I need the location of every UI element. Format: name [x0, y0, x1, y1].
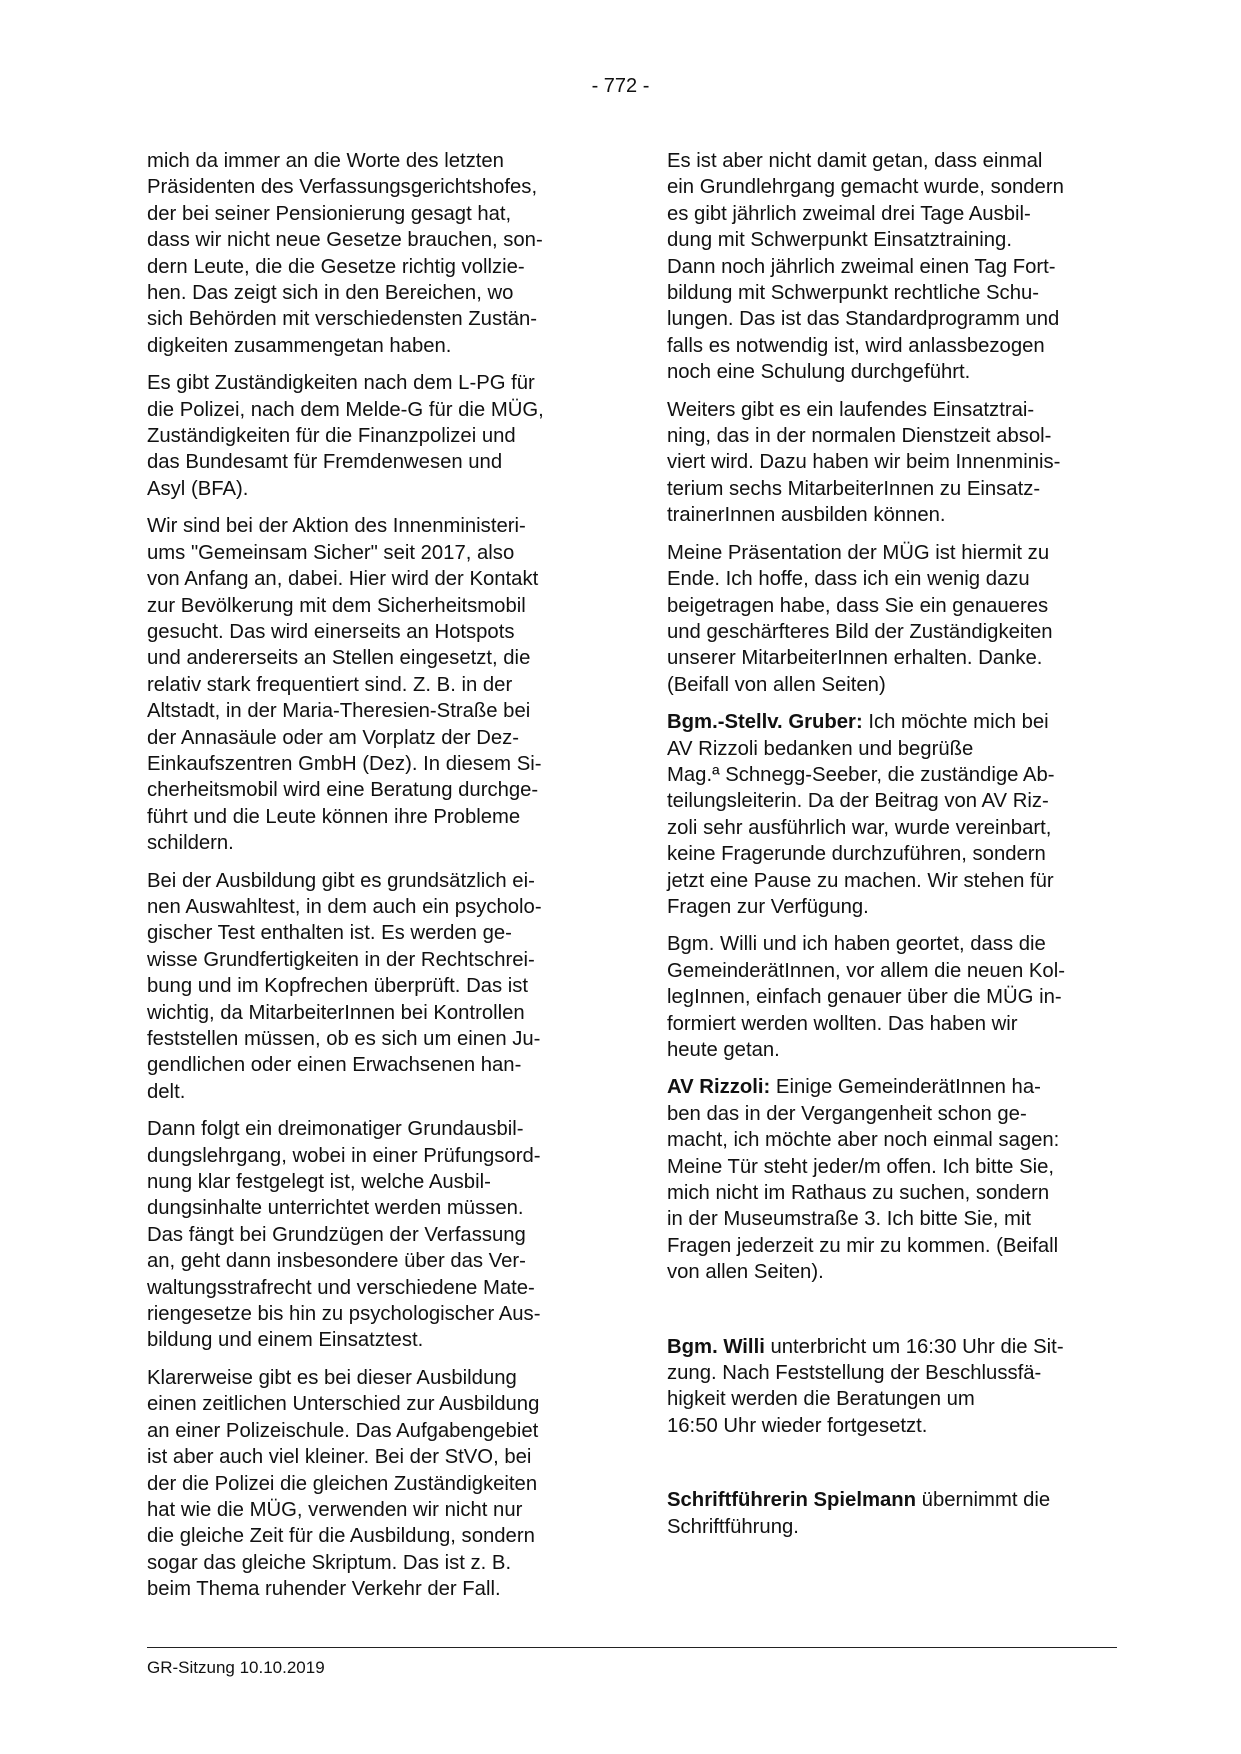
- text-line: die gleiche Zeit für die Ausbildung, sondern: [147, 1525, 535, 1548]
- text-line: mich nicht im Rathaus zu suchen, sondern: [667, 1182, 1050, 1205]
- text-line: viert wird. Dazu haben wir beim Innenminis-: [667, 451, 1061, 474]
- text-line: Fragen zur Verfügung.: [667, 895, 869, 918]
- text-line: von Anfang an, dabei. Hier wird der Kontakt: [147, 568, 539, 591]
- text-line: Dann folgt ein dreimonatiger Grundausbil-: [147, 1118, 524, 1141]
- text-line: dungsinhalte unterrichtet werden müssen.: [147, 1197, 524, 1220]
- text-line: Wir sind bei der Aktion des Innenministeri-: [147, 515, 526, 538]
- text-line: heute getan.: [667, 1039, 780, 1061]
- paragraph: [147, 868, 597, 1106]
- text-line: es gibt jährlich zweimal drei Tage Ausbil-: [667, 202, 1031, 225]
- text-line: gischer Test enthalten ist. Es werden ge-: [147, 922, 512, 945]
- text-line: Es ist aber nicht damit getan, dass einmal: [667, 150, 1043, 172]
- text-line: [667, 709, 1117, 735]
- text-line: legInnen, einfach genauer über die MÜG in-: [667, 986, 1062, 1009]
- text-line: feststellen müssen, ob es sich um einen Ju-: [147, 1028, 541, 1050]
- text-line: relativ stark frequentiert sind. Z. B. in der: [147, 673, 513, 696]
- text-line: unserer MitarbeiterInnen erhalten. Danke.: [667, 647, 1043, 670]
- text-line: teilungsleiterin. Da der Beitrag von AV Riz-: [667, 790, 1049, 813]
- text-line: ist aber auch viel kleiner. Bei der StVO, bei: [147, 1446, 532, 1469]
- text-line: führt und die Leute können ihre Probleme: [147, 805, 521, 828]
- text-line: und andererseits an Stellen eingesetzt, die: [147, 647, 531, 670]
- text-line: bung und im Kopfrechen überprüft. Das ist: [147, 975, 529, 998]
- text-line: delt.: [147, 1080, 186, 1103]
- text-line: an, geht dann insbesondere über das Ver-: [147, 1250, 526, 1273]
- text-line: Weiters gibt es ein laufendes Einsatztrai-: [667, 398, 1035, 421]
- text-line: in der Museumstraße 3. Ich bitte Sie, mit: [667, 1208, 1032, 1231]
- text-line: der bei seiner Pensionierung gesagt hat,: [147, 202, 512, 225]
- text-fragment: Einige GemeinderätInnen ha-: [770, 1076, 1041, 1099]
- text-line: gendlichen oder einen Erwachsenen han-: [147, 1054, 522, 1077]
- text-line: bildung und einem Einsatztest.: [147, 1329, 424, 1352]
- text-line: sich Behörden mit verschiedensten Zustän-: [147, 308, 538, 331]
- text-line: jetzt eine Pause zu machen. Wir stehen für: [667, 869, 1054, 892]
- text-line: der Annasäule oder am Vorplatz der Dez-: [147, 726, 520, 749]
- text-line: wichtig, da MitarbeiterInnen bei Kontrollen: [147, 1001, 525, 1024]
- text-line: nen Auswahltest, in dem auch ein psycholo-: [147, 895, 542, 918]
- text-line: hen. Das zeigt sich in den Bereichen, wo: [147, 282, 514, 305]
- speaker-name: Schriftführerin Spielmann: [667, 1489, 917, 1512]
- paragraph: [147, 513, 597, 856]
- text-line: higkeit werden die Beratungen um: [667, 1388, 975, 1411]
- text-line: die Polizei, nach dem Melde-G für die MÜG,: [147, 398, 544, 421]
- text-line: zung. Nach Feststellung der Beschlussfä-: [667, 1362, 1042, 1385]
- text-line: trainerInnen ausbilden können.: [667, 504, 946, 527]
- text-line: riengesetze bis hin zu psychologischer Aus-: [147, 1303, 541, 1326]
- paragraph: [667, 397, 1117, 529]
- paragraph: [667, 1487, 1117, 1540]
- text-line: dass wir nicht neue Gesetze brauchen, son-: [147, 229, 543, 252]
- text-line: [667, 1487, 1117, 1513]
- text-line: Schriftführung.: [667, 1515, 799, 1538]
- paragraph: [667, 709, 1117, 920]
- text-line: sogar das gleiche Skriptum. Das ist z. B.: [147, 1551, 512, 1574]
- footer-divider: [147, 1647, 1117, 1648]
- text-line: digkeiten zusammengetan haben.: [147, 334, 452, 357]
- text-line: Altstadt, in der Maria-Theresien-Straße bei: [147, 700, 531, 723]
- paragraph: [147, 1365, 597, 1603]
- paragraph: [667, 148, 1117, 386]
- text-line: ein Grundlehrgang gemacht wurde, sondern: [667, 176, 1064, 199]
- text-line: noch eine Schulung durchgeführt.: [667, 361, 971, 384]
- left-column: [147, 148, 597, 1614]
- text-fragment: übernimmt die: [916, 1489, 1051, 1512]
- text-line: Einkaufszentren GmbH (Dez). In diesem Si-: [147, 752, 542, 775]
- speaker-name: AV Rizzoli:: [667, 1076, 771, 1099]
- text-fragment: unterbricht um 16:30 Uhr die Sit-: [764, 1335, 1064, 1358]
- text-line: Bei der Ausbildung gibt es grundsätzlich ei-: [147, 869, 535, 892]
- text-line: ben das in der Vergangenheit schon ge-: [667, 1102, 1027, 1125]
- text-line: von allen Seiten).: [667, 1261, 824, 1284]
- text-line: Zuständigkeiten für die Finanzpolizei und: [147, 425, 516, 448]
- right-column: [667, 148, 1117, 1551]
- paragraph: [667, 1334, 1117, 1440]
- text-line: mich da immer an die Worte des letzten: [147, 150, 504, 172]
- text-line: macht, ich möchte aber noch einmal sagen:: [667, 1129, 1060, 1152]
- text-line: dung mit Schwerpunkt Einsatztraining.: [667, 229, 1012, 252]
- text-line: Ende. Ich hoffe, dass ich ein wenig dazu: [667, 568, 1030, 591]
- text-line: falls es notwendig ist, wird anlassbezogen: [667, 334, 1045, 357]
- speaker-name: Bgm.-Stellv. Gruber:: [667, 711, 863, 734]
- paragraph: [147, 1116, 597, 1354]
- text-line: Meine Präsentation der MÜG ist hiermit zu: [667, 541, 1050, 564]
- speaker-name: Bgm. Willi: [667, 1335, 765, 1358]
- paragraph: [147, 148, 597, 359]
- paragraph: [667, 1074, 1117, 1285]
- text-line: bildung mit Schwerpunkt rechtliche Schu-: [667, 282, 1040, 305]
- text-line: Mag.ª Schnegg-Seeber, die zuständige Ab-: [667, 763, 1055, 786]
- text-line: [667, 1334, 1117, 1360]
- text-line: der die Polizei die gleichen Zuständigkeiten: [147, 1472, 538, 1495]
- text-line: [667, 1074, 1117, 1100]
- text-line: wisse Grundfertigkeiten in der Rechtschrei-: [147, 948, 535, 971]
- text-fragment: Ich möchte mich bei: [862, 711, 1049, 734]
- paragraph: [147, 370, 597, 502]
- text-line: zur Bevölkerung mit dem Sicherheitsmobil: [147, 594, 526, 617]
- text-line: zoli sehr ausführlich war, wurde vereinbart,: [667, 816, 1052, 839]
- paragraph: [667, 931, 1117, 1063]
- text-line: das Bundesamt für Fremdenwesen und: [147, 451, 503, 474]
- text-line: Meine Tür steht jeder/m offen. Ich bitte Sie,: [667, 1155, 1055, 1178]
- text-line: formiert werden wollten. Das haben wir: [667, 1012, 1018, 1035]
- text-line: dungslehrgang, wobei in einer Prüfungsord-: [147, 1144, 541, 1167]
- text-line: Das fängt bei Grundzügen der Verfassung: [147, 1223, 526, 1246]
- text-line: Bgm. Willi und ich haben geortet, dass die: [667, 933, 1046, 956]
- text-line: Asyl (BFA).: [147, 477, 249, 500]
- text-line: ning, das in der normalen Dienstzeit absol-: [667, 425, 1052, 448]
- text-line: waltungsstrafrecht und verschiedene Mate-: [147, 1276, 535, 1299]
- text-line: schildern.: [147, 832, 234, 855]
- text-line: und geschärfteres Bild der Zuständigkeiten: [667, 620, 1053, 643]
- text-line: cherheitsmobil wird eine Beratung durchge-: [147, 779, 539, 802]
- text-line: Es gibt Zuständigkeiten nach dem L-PG für: [147, 372, 535, 395]
- page-number: - 772 -: [591, 75, 650, 97]
- text-line: beim Thema ruhender Verkehr der Fall.: [147, 1578, 501, 1601]
- paragraph: [667, 540, 1117, 698]
- text-line: ums "Gemeinsam Sicher" seit 2017, also: [147, 541, 515, 564]
- text-line: nung klar festgelegt ist, welche Ausbil-: [147, 1171, 491, 1194]
- text-line: Präsidenten des Verfassungsgerichtshofes,: [147, 176, 538, 199]
- text-line: terium sechs MitarbeiterInnen zu Einsatz-: [667, 477, 1041, 500]
- footer-text: GR-Sitzung 10.10.2019: [147, 1658, 325, 1677]
- text-line: an einer Polizeischule. Das Aufgabengebiet: [147, 1419, 539, 1442]
- text-line: keine Fragerunde durchzuführen, sondern: [667, 843, 1046, 866]
- text-line: 16:50 Uhr wieder fortgesetzt.: [667, 1414, 928, 1437]
- text-line: gesucht. Das wird einerseits an Hotspots: [147, 620, 515, 643]
- text-line: Fragen jederzeit zu mir zu kommen. (Beifall: [667, 1234, 1059, 1257]
- text-line: beigetragen habe, dass Sie ein genaueres: [667, 594, 1049, 617]
- text-line: Dann noch jährlich zweimal einen Tag Fort-: [667, 255, 1056, 278]
- text-line: einen zeitlichen Unterschied zur Ausbildung: [147, 1393, 540, 1416]
- text-line: Klarerweise gibt es bei dieser Ausbildung: [147, 1366, 517, 1389]
- text-line: AV Rizzoli bedanken und begrüße: [667, 737, 974, 760]
- text-line: hat wie die MÜG, verwenden wir nicht nur: [147, 1498, 523, 1521]
- text-line: lungen. Das ist das Standardprogramm und: [667, 308, 1060, 331]
- text-line: dern Leute, die die Gesetze richtig vollzie-: [147, 255, 525, 278]
- text-line: GemeinderätInnen, vor allem die neuen Kol-: [667, 959, 1065, 982]
- text-line: (Beifall von allen Seiten): [667, 673, 886, 696]
